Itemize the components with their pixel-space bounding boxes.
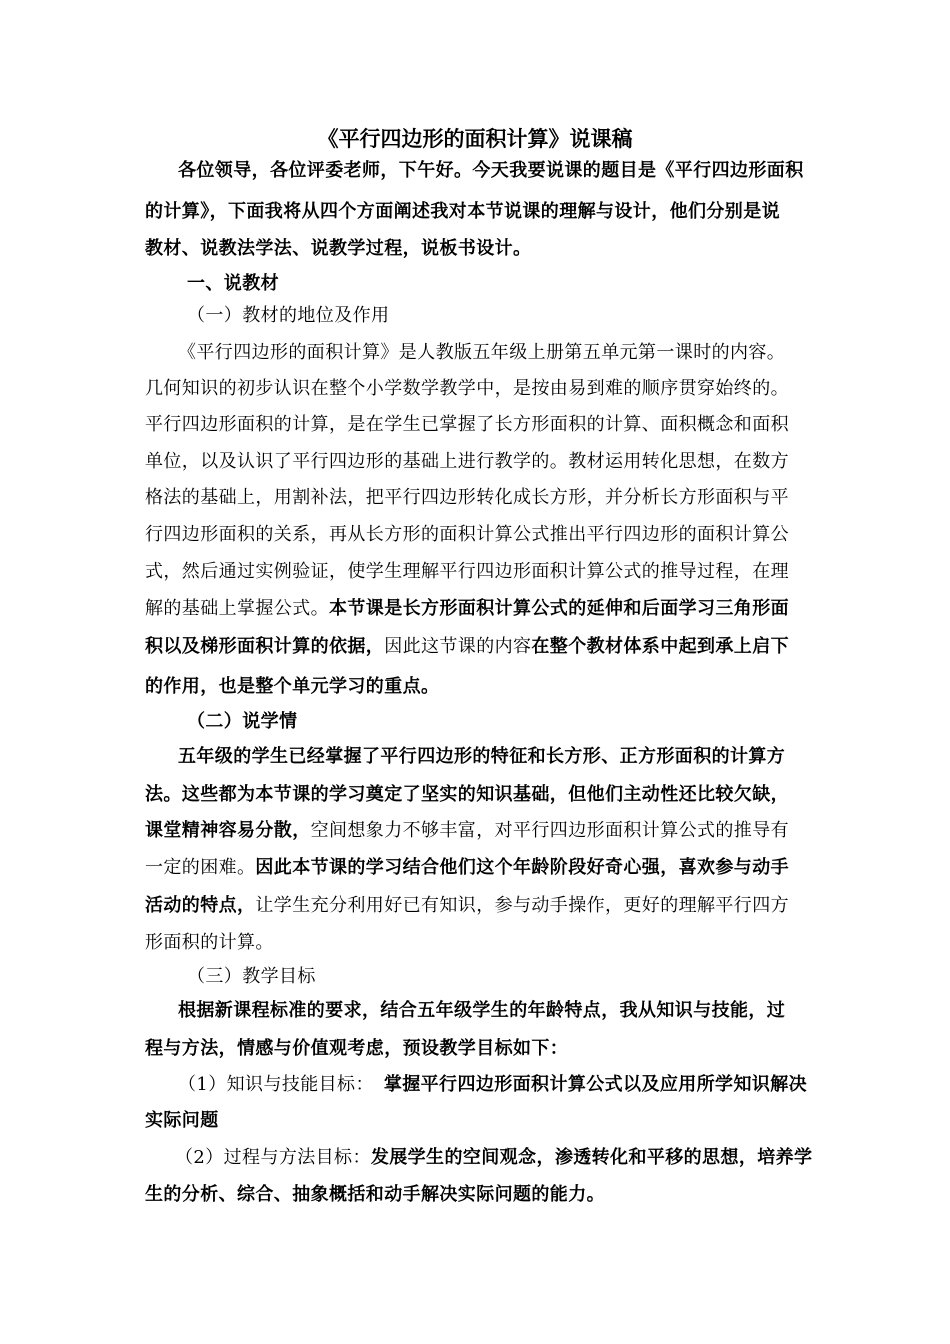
paragraph-line: 法。这些都为本节课的学习奠定了坚实的知识基础，但他们主动性还比较欠缺， bbox=[145, 784, 789, 805]
intro-line-2: 的计算》，下面我将从四个方面阐述我对本节说课的理解与设计，他们分别是说 bbox=[145, 201, 780, 222]
text-normal: 一定的困难。 bbox=[145, 857, 256, 878]
paragraph-line: 几何知识的初步认识在整个小学数学教学中，是按由易到难的顺序贯穿始终的。 bbox=[145, 378, 789, 399]
paragraph-line: 程与方法，情感与价值观考虑，预设教学目标如下： bbox=[145, 1038, 569, 1059]
intro-line-1: 各位领导，各位评委老师，下午好。今天我要说课的题目是《平行四边形面积 bbox=[178, 160, 804, 181]
paragraph-line: 行四边形面积的关系，再从长方形的面积计算公式推出平行四边形的面积计算公 bbox=[145, 524, 789, 545]
subsection-2-heading: （二）说学情 bbox=[187, 711, 298, 732]
goal-2-text: 发展学生的空间观念，渗透转化和平移的思想，培养学 bbox=[370, 1147, 813, 1168]
goal-2-label: （2）过程与方法目标： bbox=[175, 1147, 371, 1168]
paragraph-line: 根据新课程标准的要求，结合五年级学生的年龄特点，我从知识与技能，过 bbox=[178, 1000, 786, 1021]
paragraph-line bbox=[145, 596, 789, 622]
text-normal: 因此这节课的内容 bbox=[384, 636, 532, 657]
section-1-heading: 一、说教材 bbox=[187, 273, 279, 294]
paragraph-line: 五年级的学生已经掌握了平行四边形的特征和长方形、正方形面积的计算方 bbox=[178, 746, 786, 767]
page-title: 《平行四边形的面积计算》说课稿 bbox=[317, 126, 633, 151]
text-normal: 解的基础上掌握公式。 bbox=[145, 598, 329, 619]
paragraph-line: 格法的基础上，用割补法，把平行四边形转化成长方形，并分析长方形面积与平 bbox=[145, 487, 789, 508]
goal-1-text: 掌握平行四边形面积计算公式以及应用所学知识解决 bbox=[383, 1074, 808, 1095]
subsection-3-heading: （三）教学目标 bbox=[187, 966, 316, 987]
intro-line-3: 教材、说教法学法、说教学过程，说板书设计。 bbox=[145, 238, 532, 259]
text-normal: 空间想象力不够丰富，对平行四边形面积计算公式的推导有 bbox=[310, 820, 790, 841]
paragraph-line: 式，然后通过实例验证，使学生理解平行四边形面积计算公式的推导过程，在理 bbox=[145, 561, 789, 582]
paragraph-line: 形面积的计算。 bbox=[145, 932, 274, 953]
text-bold: 课堂精神容易分散， bbox=[145, 820, 311, 841]
text-bold: 在整个教材体系中起到承上启下 bbox=[531, 636, 790, 657]
goal-2-continuation: 生的分析、综合、抽象概括和动手解决实际问题的能力。 bbox=[145, 1184, 605, 1205]
text-bold: 本节课是长方形面积计算公式的延伸和后面学习三角形面 bbox=[329, 598, 789, 619]
subsection-1-heading: （一）教材的地位及作用 bbox=[187, 305, 390, 326]
goal-1-label: （1）知识与技能目标： bbox=[178, 1074, 374, 1095]
paragraph-line: 平行四边形面积的计算，是在学生已掌握了长方形面积的计算、面积概念和面积 bbox=[145, 414, 789, 435]
paragraph-line bbox=[145, 855, 789, 881]
paragraph-line bbox=[145, 818, 789, 844]
paragraph-line bbox=[145, 634, 789, 660]
paragraph-line: 《平行四边形的面积计算》是人教版五年级上册第五单元第一课时的内容。 bbox=[178, 342, 786, 363]
paragraph-line bbox=[145, 893, 789, 919]
text-bold: 积以及梯形面积计算的依据， bbox=[145, 636, 385, 657]
goal-2 bbox=[175, 1145, 812, 1171]
paragraph-line: 单位，以及认识了平行四边形的基础上进行教学的。教材运用转化思想，在数方 bbox=[145, 451, 789, 472]
goal-1 bbox=[178, 1072, 807, 1098]
paragraph-line: 的作用，也是整个单元学习的重点。 bbox=[145, 676, 440, 697]
text-bold: 因此本节课的学习结合他们这个年龄阶段好奇心强，喜欢参与动手 bbox=[255, 857, 790, 878]
text-normal: 让学生充分利用好已有知识，参与动手操作，更好的理解平行四方 bbox=[255, 895, 790, 916]
goal-1-continuation: 实际问题 bbox=[145, 1110, 219, 1131]
text-bold: 活动的特点， bbox=[145, 895, 256, 916]
